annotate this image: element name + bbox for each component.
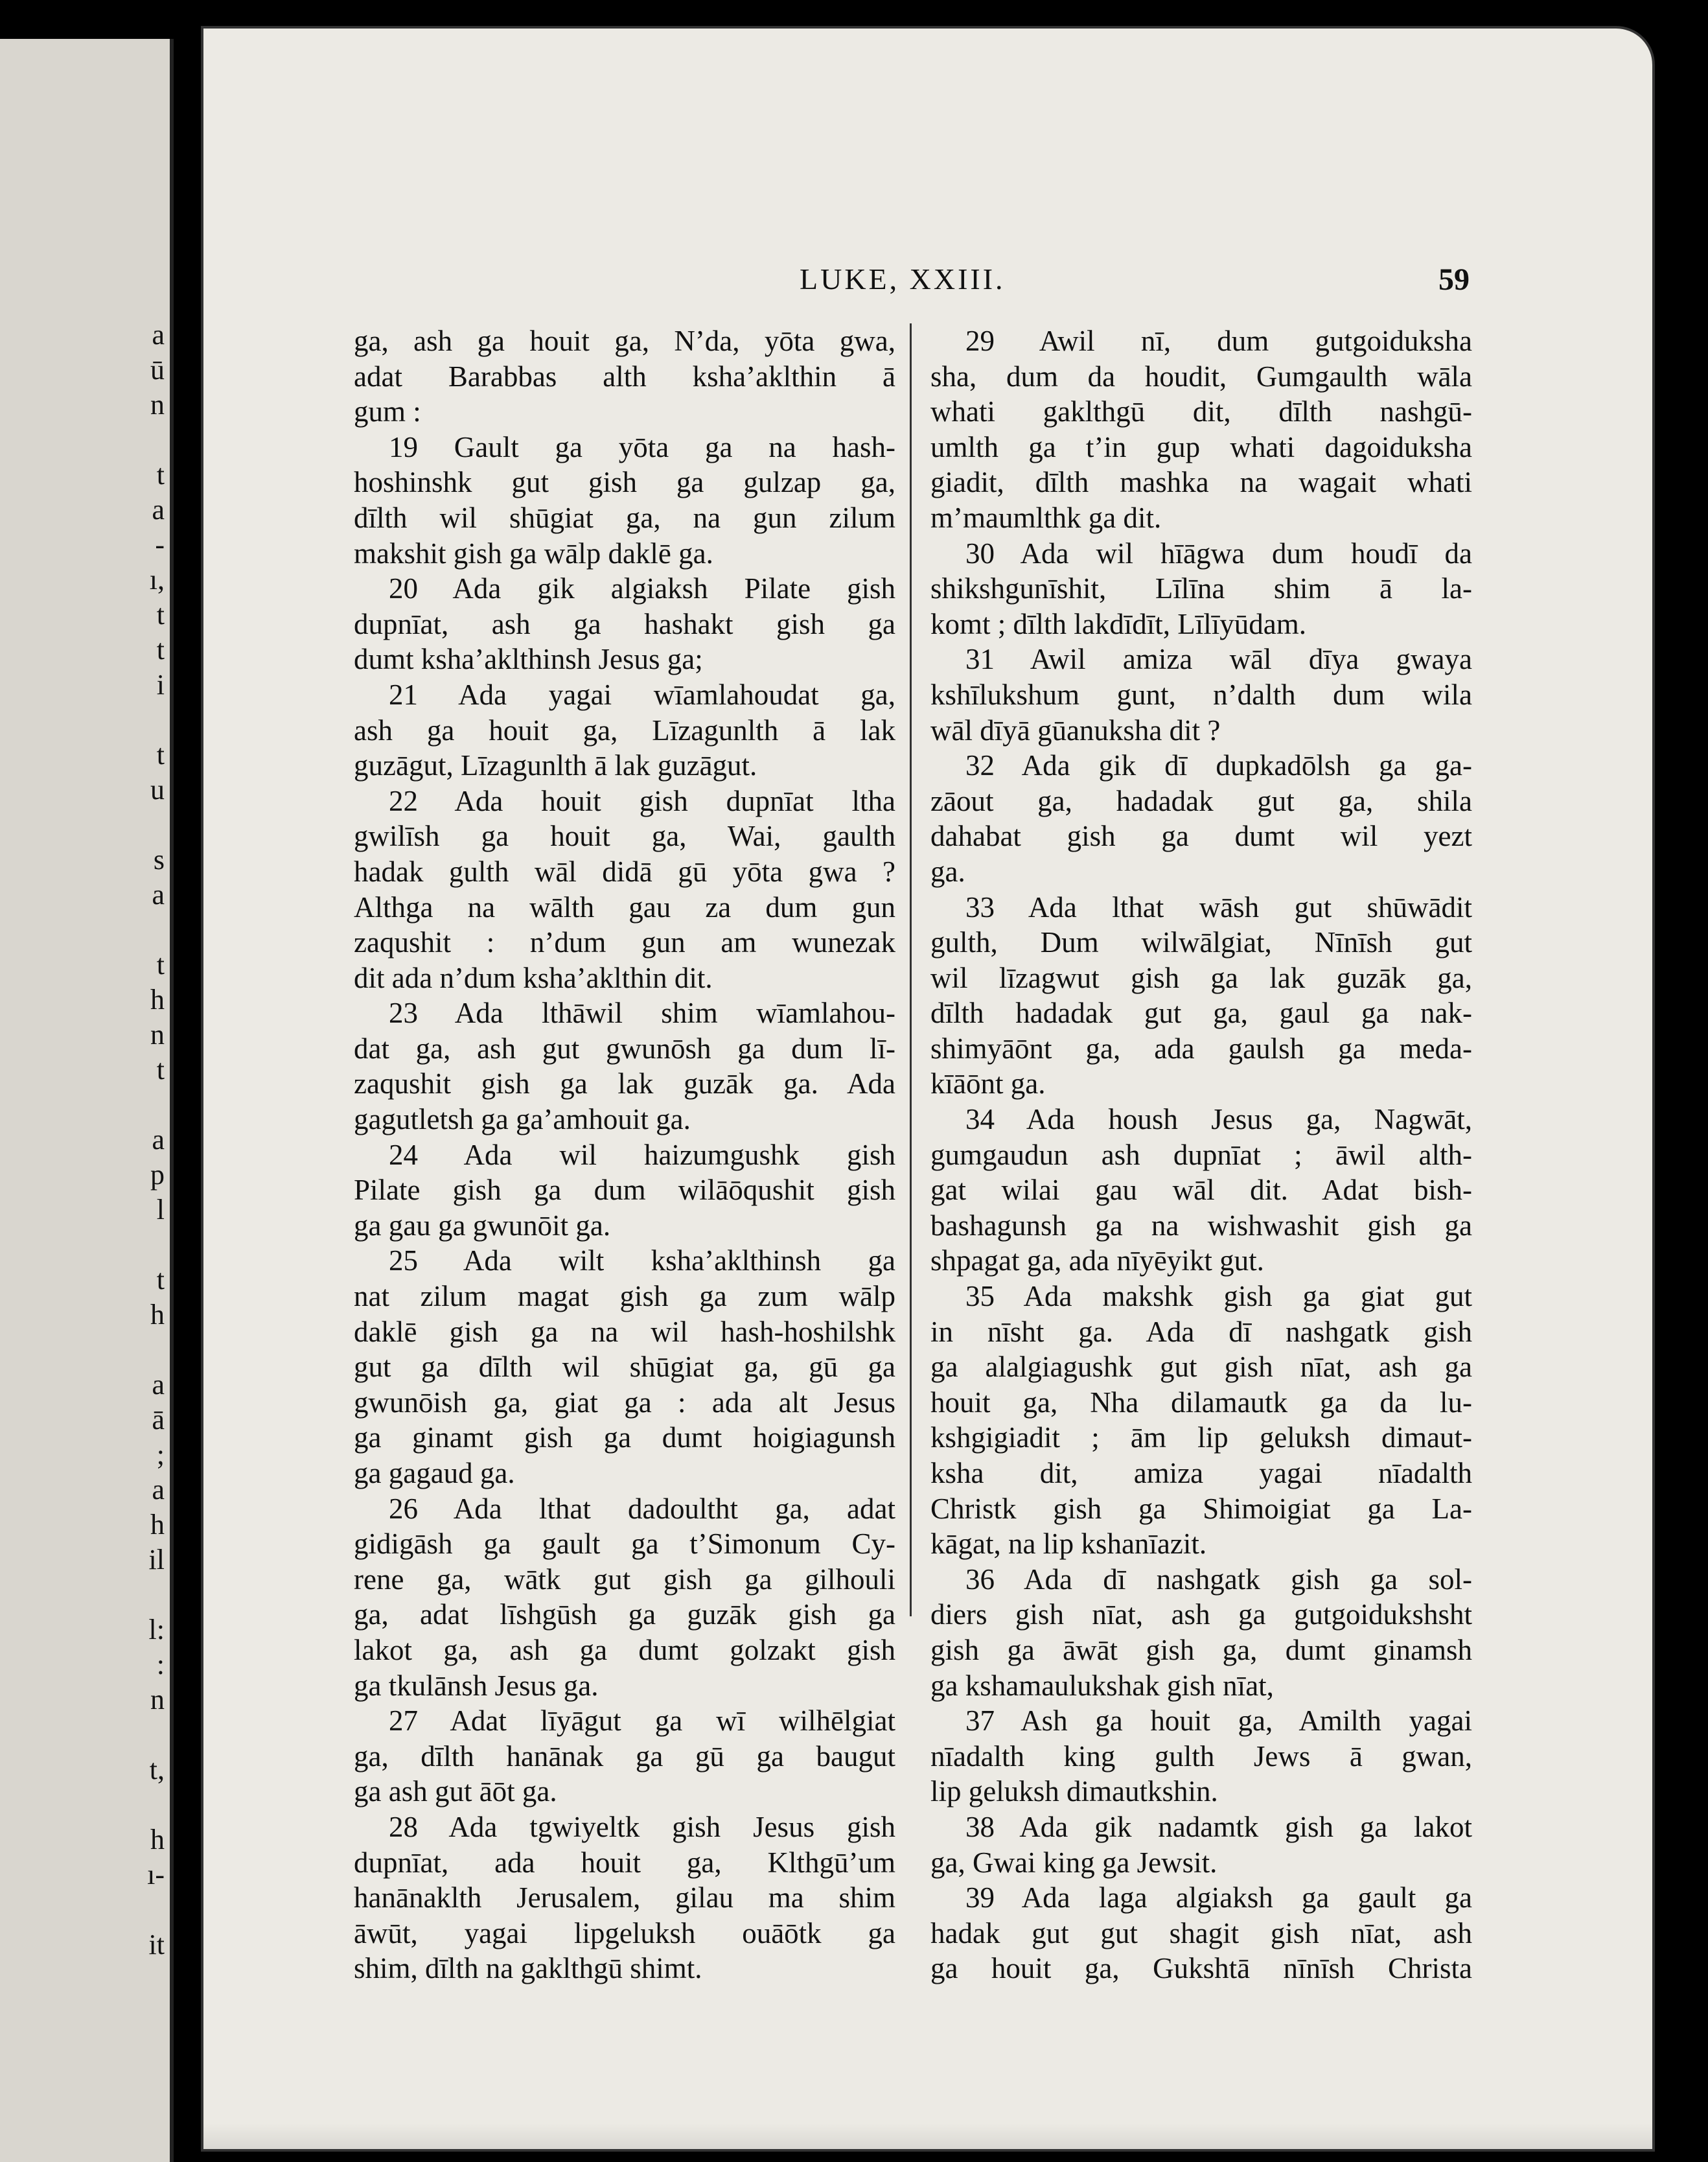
text-line: dahabat gish ga dumt wil yezt [930,820,1472,853]
text-line: 34 Ada housh Jesus ga, Nagwāt, [965,1103,1472,1136]
facing-page-fragment: s [153,844,165,876]
text-line: ga gagaud ga. [354,1457,515,1489]
text-line: nīadalth king gulth Jews ā gwan, [930,1739,1472,1773]
facing-page-fragment: t, [149,1754,165,1785]
text-line: 22 Ada houit gish dupnīat ltha [389,784,895,817]
text-line: lakot ga, ash ga dumt golzakt gish [354,1633,895,1666]
text-line: 38 Ada gik nadamtk gish ga lakot [965,1810,1472,1843]
facing-page-fragment: h [150,1299,165,1331]
facing-page-fragment: n [150,1684,165,1715]
text-line: diers gish nīat, ash ga gutgoidukshsht [930,1598,1472,1631]
text-line: hoshinshk gut gish ga gulzap ga, [354,466,895,499]
text-line: 29 Awil nī, dum gutgoiduksha [965,325,1472,357]
text-line: dat ga, ash gut gwunōsh ga dum lī- [354,1032,895,1065]
text-line: ga ginamt gish ga dumt hoigiagunsh [354,1421,895,1454]
text-line: sha, dum da houdit, Gumgaulth wāla [930,360,1472,393]
facing-page-fragment: ı, [149,564,165,596]
text-line: umlth ga t’in gup whati dagoiduksha [930,430,1472,463]
text-line: 25 Ada wilt ksha’aklthinsh ga [389,1244,895,1277]
text-line: bashagunsh ga na wishwashit gish ga [930,1209,1472,1242]
text-line: whati gaklthgū dit, dīlth nashgū- [930,395,1472,428]
facing-page-fragment: il [148,1544,165,1575]
right-text-column [930,323,1472,1986]
facing-page-fragment: h [150,1824,165,1855]
text-line: houit ga, Nha dilamautk ga da lu- [930,1386,1472,1419]
facing-page-fragment: u [150,774,165,806]
facing-page-edge [0,39,174,2162]
text-line: 36 Ada dī nashgatk gish ga sol- [965,1563,1472,1596]
text-line: komt ; dīlth lakdīdīt, Līlīyūdam. [930,607,1306,640]
text-line: dīlth hadadak gut ga, gaul ga nak- [930,997,1472,1030]
facing-page-fragment: t [156,1054,165,1086]
facing-page-fragment: i [156,669,165,701]
facing-page-fragment: t [156,739,165,771]
text-line: hadak gulth wāl didā gū yōta gwa ? [354,855,895,888]
text-line: shimyāōnt ga, ada gaulsh ga meda- [930,1032,1472,1065]
text-line: 32 Ada gik dī dupkadōlsh ga ga- [965,749,1472,782]
facing-page-fragment: t [156,634,165,666]
text-line: lip geluksh dimautkshin. [930,1775,1218,1808]
text-line: 24 Ada wil haizumgushk gish [389,1138,895,1171]
text-line: ga tkulānsh Jesus ga. [354,1669,599,1702]
text-line: 35 Ada makshk gish ga giat gut [965,1280,1472,1313]
text-line: ga gau ga gwunōit ga. [354,1209,611,1242]
facing-page-fragment: - [155,529,165,561]
text-line: kīāōnt ga. [930,1067,1046,1100]
text-line: kāgat, na lip kshanīazit. [930,1528,1207,1561]
text-line: makshit gish ga wālp daklē ga. [354,537,713,570]
text-line: 26 Ada lthat dadoultht ga, adat [389,1492,895,1525]
text-line: ksha dit, amiza yagai nīadalth [930,1457,1472,1489]
facing-page-fragment: t [156,1264,165,1296]
text-line: 37 Ash ga houit ga, Amilth yagai [965,1704,1472,1738]
text-line: ga, adat līshgūsh ga guzāk gish ga [354,1598,895,1631]
facing-page-fragment: a [152,319,165,351]
text-line: Althga na wālth gau za dum gun [354,890,895,924]
text-line: daklē gish ga na wil hash-hoshilshk [354,1315,895,1348]
text-line: 39 Ada laga algiaksh ga gault ga [965,1881,1472,1914]
facing-page-fragment: a [152,1124,165,1156]
text-line: wāl dīyā gūanuksha dit ? [930,714,1221,747]
text-line: dumt ksha’aklthinsh Jesus ga; [354,643,703,676]
facing-page-fragment: t [156,599,165,631]
facing-page-fragment: l [156,1194,165,1226]
text-line: kshgigiadit ; ām lip geluksh dimaut- [930,1421,1472,1454]
text-line: in nīsht ga. Ada dī nashgatk gish [930,1315,1472,1348]
text-line: hadak gut gut shagit gish nīat, ash [930,1916,1472,1949]
book-page [201,26,1655,2152]
text-line: m’maumlthk ga dit. [930,501,1162,534]
text-line: Pilate gish ga dum wilāōqushit gish [354,1174,895,1207]
facing-page-fragment: n [150,1019,165,1051]
text-line: rene ga, wātk gut gish ga gilhouli [354,1563,895,1596]
facing-page-fragment: a [152,494,165,526]
facing-page-fragment: t [156,949,165,981]
facing-page-fragment: p [150,1159,165,1191]
facing-page-fragment: h [150,1509,165,1540]
text-line: 28 Ada tgwiyeltk gish Jesus gish [389,1810,895,1843]
running-title: LUKE, XXIII. [800,262,1006,296]
text-line: 23 Ada lthāwil shim wīamlahou- [389,997,895,1030]
facing-page-fragment: n [150,389,165,421]
column-divider [910,323,912,1616]
text-line: 30 Ada wil hīāgwa dum houdī da [965,537,1472,570]
text-line: ga kshamaulukshak gish nīat, [930,1669,1274,1702]
text-line: 20 Ada gik algiaksh Pilate gish [389,572,895,605]
text-line: dupnīat, ash ga hashakt gish ga [354,607,895,640]
facing-page-fragment: a [152,879,165,911]
text-line: gwunōish ga, giat ga : ada alt Jesus [354,1386,895,1419]
text-line: adat Barabbas alth ksha’aklthin ā [354,360,895,393]
text-line: ga, Gwai king ga Jewsit. [930,1846,1218,1879]
text-line: 33 Ada lthat wāsh gut shūwādit [965,890,1472,924]
text-line: gidigāsh ga gault ga t’Simonum Cy- [354,1528,895,1561]
text-line: giadit, dīlth mashka na wagait whati [930,466,1472,499]
page-header [203,262,1652,307]
text-line: gut ga dīlth wil shūgiat ga, gū ga [354,1351,895,1384]
text-line: 19 Gault ga yōta ga na hash- [389,430,895,463]
text-line: nat zilum magat gish ga zum wālp [354,1280,895,1313]
text-line: zāout ga, hadadak gut ga, shila [930,784,1472,817]
facing-page-fragment: ı- [147,1859,165,1890]
facing-page-fragment: t [156,459,165,491]
text-line: guzāgut, Līzagunlth ā lak guzāgut. [354,749,757,782]
left-text-column [354,323,895,1986]
facing-page-fragment: it [148,1929,165,1960]
text-line: ga alalgiagushk gut gish nīat, ash ga [930,1351,1472,1384]
text-line: gumgaudun ash dupnīat ; āwil alth- [930,1138,1472,1171]
text-line: gagutletsh ga ga’amhouit ga. [354,1103,691,1136]
facing-page-fragment: ; [156,1439,165,1470]
text-line: āwūt, yagai lipgeluksh ouāōtk ga [354,1916,895,1949]
facing-page-fragment: : [156,1649,165,1680]
facing-page-fragment: l: [148,1614,165,1645]
text-line: zaqushit : n’dum gun am wunezak [354,926,895,959]
text-line: 21 Ada yagai wīamlahoudat ga, [389,678,895,711]
text-line: gum : [354,395,421,428]
text-line: dit ada n’dum ksha’aklthin dit. [354,961,713,994]
text-line: shim, dīlth na gaklthgū shimt. [354,1952,702,1985]
facing-page-fragment: h [150,984,165,1016]
text-line: dupnīat, ada houit ga, Klthgū’um [354,1846,895,1879]
text-line: kshīlukshum gunt, n’dalth dum wila [930,678,1472,711]
text-line: ga, ash ga houit ga, N’da, yōta gwa, [354,325,895,357]
text-line: zaqushit gish ga lak guzāk ga. Ada [354,1067,895,1100]
text-line: gish ga āwāt gish ga, dumt ginamsh [930,1633,1472,1666]
text-line: 31 Awil amiza wāl dīya gwaya [965,643,1472,676]
text-line: 27 Adat līyāgut ga wī wilhēlgiat [389,1704,895,1738]
text-line: gwilīsh ga houit ga, Wai, gaulth [354,820,895,853]
text-line: ga houit ga, Gukshtā nīnīsh Christa [930,1952,1472,1985]
facing-page-fragment: a [152,1474,165,1505]
page-number: 59 [1438,262,1470,297]
text-line: gulth, Dum wilwālgiat, Nīnīsh gut [930,926,1472,959]
text-line: ga ash gut āōt ga. [354,1775,557,1808]
text-line: wil līzagwut gish ga lak guzāk ga, [930,961,1472,994]
text-line: ga, dīlth hanānak ga gū ga baugut [354,1739,895,1773]
facing-page-fragment: a [152,1369,165,1401]
text-line: ash ga houit ga, Līzagunlth ā lak [354,714,895,747]
facing-page-fragment: ā [152,1404,165,1436]
text-line: Christk gish ga Shimoigiat ga La- [930,1492,1472,1525]
facing-page-fragment: ū [150,354,165,386]
page-bottom-shade [203,2123,1652,2149]
text-line: shikshgunīshit, Līlīna shim ā la- [930,572,1472,605]
text-line: gat wilai gau wāl dit. Adat bish- [930,1174,1472,1207]
text-line: dīlth wil shūgiat ga, na gun zilum [354,501,895,534]
text-line: hanānaklth Jerusalem, gilau ma shim [354,1881,895,1914]
text-line: shpagat ga, ada nīyēyikt gut. [930,1244,1264,1277]
text-line: ga. [930,855,965,888]
